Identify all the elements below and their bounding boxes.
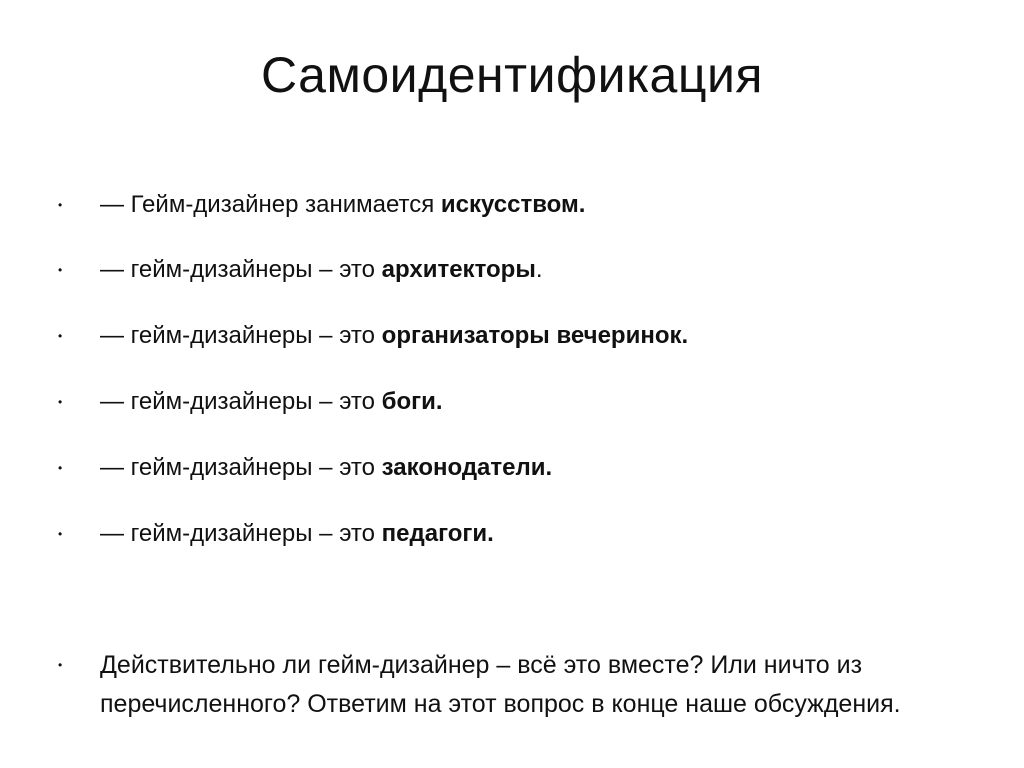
bullet-dot: • xyxy=(58,658,63,672)
bullet-dot: • xyxy=(58,198,63,212)
closing-paragraph: Действительно ли гейм-дизайнер – всё это вместе? Или ничто из перечисленного? Ответим на этот вопрос в конце наше обсуждения. xyxy=(100,651,901,718)
bullet-dot: • xyxy=(58,263,63,277)
bullet-item-party-organizers xyxy=(58,322,958,350)
bullet-prefix: — гейм-дизайнеры – это xyxy=(100,520,382,547)
slide-title: Самоидентификация xyxy=(260,47,763,103)
bullet-prefix: — гейм-дизайнеры – это xyxy=(100,454,382,481)
bullet-item-gods xyxy=(58,388,958,416)
bullet-suffix: . xyxy=(535,256,543,283)
bullet-prefix: — гейм-дизайнеры – это xyxy=(100,256,382,283)
bullet-prefix: — гейм-дизайнеры – это xyxy=(100,322,382,349)
bullet-dot: • xyxy=(58,395,63,409)
bullet-emphasis: педагоги. xyxy=(381,520,494,547)
bullet-item-legislators xyxy=(58,454,958,482)
bullet-item-teachers xyxy=(58,520,958,548)
bullet-emphasis: архитекторы xyxy=(381,256,536,283)
bullet-emphasis: искусством. xyxy=(440,191,586,218)
bullet-item-closing-question xyxy=(58,646,958,724)
bullet-dot: • xyxy=(58,527,63,541)
bullet-emphasis: организаторы вечеринок. xyxy=(381,322,689,349)
bullet-text xyxy=(100,388,958,416)
bullet-text xyxy=(100,322,958,350)
bullet-text xyxy=(100,520,958,548)
bullet-emphasis: законодатели. xyxy=(381,454,553,481)
bullet-dot: • xyxy=(58,461,63,475)
bullet-dot: • xyxy=(58,329,63,343)
bullet-prefix: — гейм-дизайнеры – это xyxy=(100,388,382,415)
bullet-item-architects xyxy=(58,256,958,284)
bullet-prefix: — Гейм-дизайнер занимается xyxy=(100,191,441,218)
bullet-item-art xyxy=(58,191,958,219)
bullet-emphasis: боги. xyxy=(381,388,443,415)
bullet-text xyxy=(100,256,958,284)
bullet-text xyxy=(100,191,958,219)
bullet-text xyxy=(100,454,958,482)
